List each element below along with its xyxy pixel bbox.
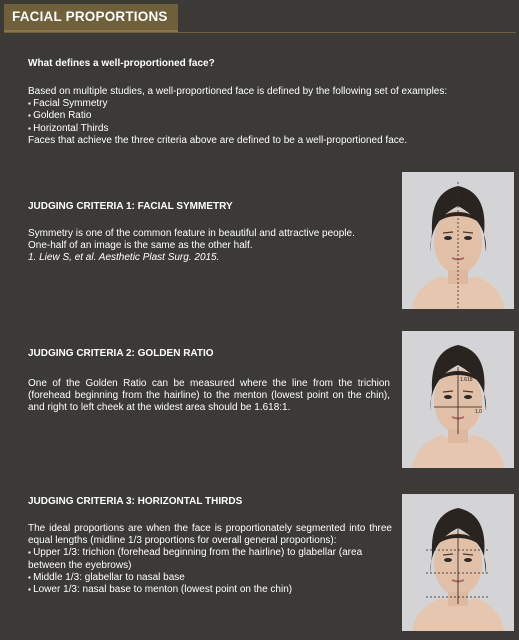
criteria1-line2: One-half of an image is the same as the other half. <box>28 240 253 252</box>
list-item: ▪ Facial Symmetry <box>28 98 498 110</box>
ratio-label-horizontal: 1.0 <box>475 409 482 415</box>
page-title: FACIAL PROPORTIONS <box>12 9 168 24</box>
criteria1-line1: Symmetry is one of the common feature in beautiful and attractive people. <box>28 228 355 239</box>
criteria3-list <box>28 547 392 596</box>
intro-list <box>28 98 498 135</box>
criteria1-body <box>28 228 388 265</box>
criteria3-title: JUDGING CRITERIA 3: HORIZONTAL THIRDS <box>28 496 243 507</box>
list-item: ▪ Upper 1/3: trichion (forehead beginning from the hairline) to glabellar (area between the eyebrows) <box>28 547 392 571</box>
intro-block <box>28 86 498 147</box>
face-image-golden-ratio <box>402 331 514 468</box>
list-item: ▪ Golden Ratio <box>28 110 498 122</box>
face-image-horizontal-thirds <box>402 494 514 631</box>
criteria1-title: JUDGING CRITERIA 1: FACIAL SYMMETRY <box>28 201 233 212</box>
list-item: ▪ Horizontal Thirds <box>28 123 498 135</box>
criteria3-body: The ideal proportions are when the face is proportionately segmented into three equal lengths (midline 1/3 proportions for overall general proportions): <box>28 523 392 547</box>
intro-closing: Faces that achieve the three criteria above are defined to be a well-proportioned face. <box>28 134 408 146</box>
section-header <box>4 4 178 32</box>
criteria2-title: JUDGING CRITERIA 2: GOLDEN RATIO <box>28 348 214 359</box>
list-item: ▪ Lower 1/3: nasal base to menton (lowest point on the chin) <box>28 584 392 596</box>
intro-question: What defines a well-proportioned face? <box>28 58 215 69</box>
criteria2-body: One of the Golden Ratio can be measured where the line from the trichion (forehead beginning from the hairline) to the menton (lowest point on the chin), and right to left cheek at the widest area should be 1.618:1. <box>28 378 390 414</box>
face-image-symmetry <box>402 172 514 309</box>
list-item: ▪ Middle 1/3: glabellar to nasal base <box>28 572 392 584</box>
header-divider <box>4 32 516 33</box>
criteria3-block <box>28 523 392 596</box>
intro-lead: Based on multiple studies, a well-proportioned face is defined by the following set of examples: <box>28 86 448 97</box>
ratio-label-vertical: 1.618 <box>460 377 473 383</box>
criteria1-citation: 1. Liew S, et al. Aesthetic Plast Surg. 2015. <box>28 252 220 264</box>
